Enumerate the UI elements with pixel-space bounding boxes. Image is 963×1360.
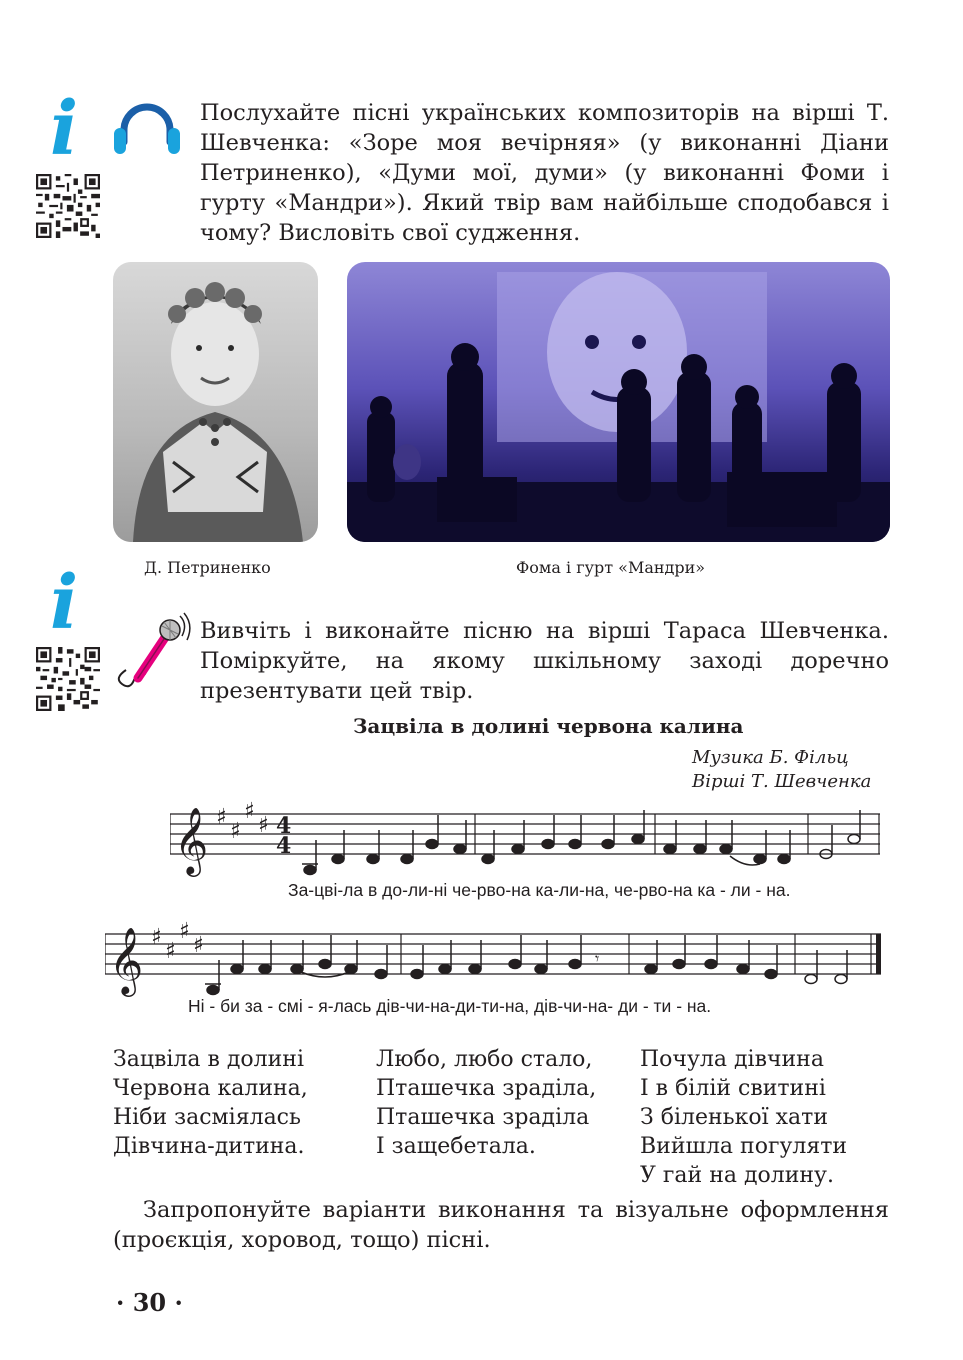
verse-line: Червона калина, [113, 1076, 308, 1101]
svg-text:4: 4 [276, 813, 292, 839]
microphone-icon [112, 612, 192, 690]
verse-column-3 [640, 1045, 847, 1190]
info-icon: i [50, 560, 79, 646]
svg-text:𝄾: 𝄾 [595, 949, 600, 968]
verse-line: Любо, любо стало, [376, 1047, 593, 1072]
verse-line: Пташечка зраділа [376, 1105, 590, 1130]
svg-text:4: 4 [276, 833, 292, 859]
staff2-lyrics: Ні - би за - смі - я-лась дів-чи-на-ди-ти-на, дів-чи-на- ди - ти - на. [188, 996, 712, 1016]
song-title: Зацвіла в долині червона калина [353, 714, 744, 738]
info-icon: i [50, 86, 79, 172]
task2-text: Вивчіть і виконайте пісню на вірші Тараса Шевченка. Поміркуйте, на якому шкільному заході доречно презентувати цей твір. [200, 618, 889, 704]
task1-text: Послухайте пісні українських композиторів на вірші Т. Шевченка: «Зоре моя вечірняя» (у виконанні Діани Петриненко), «Думи мої, думи» (у виконанні Фоми і гурту «Мандри»). Який твір вам найбільше сподобався і чому? Висловіть свої судження. [200, 100, 889, 246]
verse-line: Вийшла погуляти [640, 1134, 848, 1159]
verse-line: Дівчина-дитина. [113, 1134, 305, 1159]
verse-column-2 [376, 1045, 596, 1161]
svg-text:♯: ♯ [193, 933, 204, 958]
verse-line: Зацвіла в долині [113, 1047, 304, 1072]
verse-line: Пташечка зраділа, [376, 1076, 597, 1101]
page-number: · 30 · [116, 1288, 183, 1317]
qr-code-icon[interactable] [36, 174, 100, 238]
svg-text:♯: ♯ [216, 805, 227, 830]
task3-text: Запропонуйте варіанти виконання та візуальне оформлення (проєкція, хоровод, тощо) пісні. [113, 1197, 889, 1253]
svg-text:♯: ♯ [165, 939, 176, 964]
verse-line: Ніби засміялась [113, 1105, 301, 1130]
music-staff-1 [170, 800, 882, 880]
svg-text:♯: ♯ [151, 925, 162, 950]
staff1-lyrics: За-цві-ла в до-ли-ні че-рво-на ка-ли-на, че-рво-на ка - ли - на. [288, 880, 791, 900]
verse-line: І в білій свитині [640, 1076, 826, 1101]
photo-petrynenko [113, 262, 318, 542]
svg-text:𝄞: 𝄞 [174, 806, 209, 874]
photo-foma-mandry [347, 262, 890, 542]
svg-text:♯: ♯ [179, 920, 190, 944]
headphones-icon [112, 98, 182, 160]
svg-text:𝄞: 𝄞 [109, 926, 144, 994]
verse-line: Почула дівчина [640, 1047, 824, 1072]
verse-line: З біленької хати [640, 1105, 828, 1130]
svg-text:♯: ♯ [258, 813, 269, 838]
caption-foma-mandry: Фома і гурт «Мандри» [516, 558, 706, 577]
caption-petrynenko: Д. Петриненко [144, 558, 271, 577]
song-music-credit: Музика Б. Фільц [692, 747, 849, 768]
verse-line: У гай на долину. [640, 1163, 834, 1188]
qr-code-icon[interactable] [36, 647, 100, 711]
song-words-credit: Вірші Т. Шевченка [692, 771, 872, 792]
svg-text:♯: ♯ [244, 800, 255, 824]
svg-text:♯: ♯ [230, 819, 241, 844]
music-staff-2 [105, 920, 885, 1000]
verse-line: І защебетала. [376, 1134, 536, 1159]
verse-column-1 [113, 1045, 308, 1161]
